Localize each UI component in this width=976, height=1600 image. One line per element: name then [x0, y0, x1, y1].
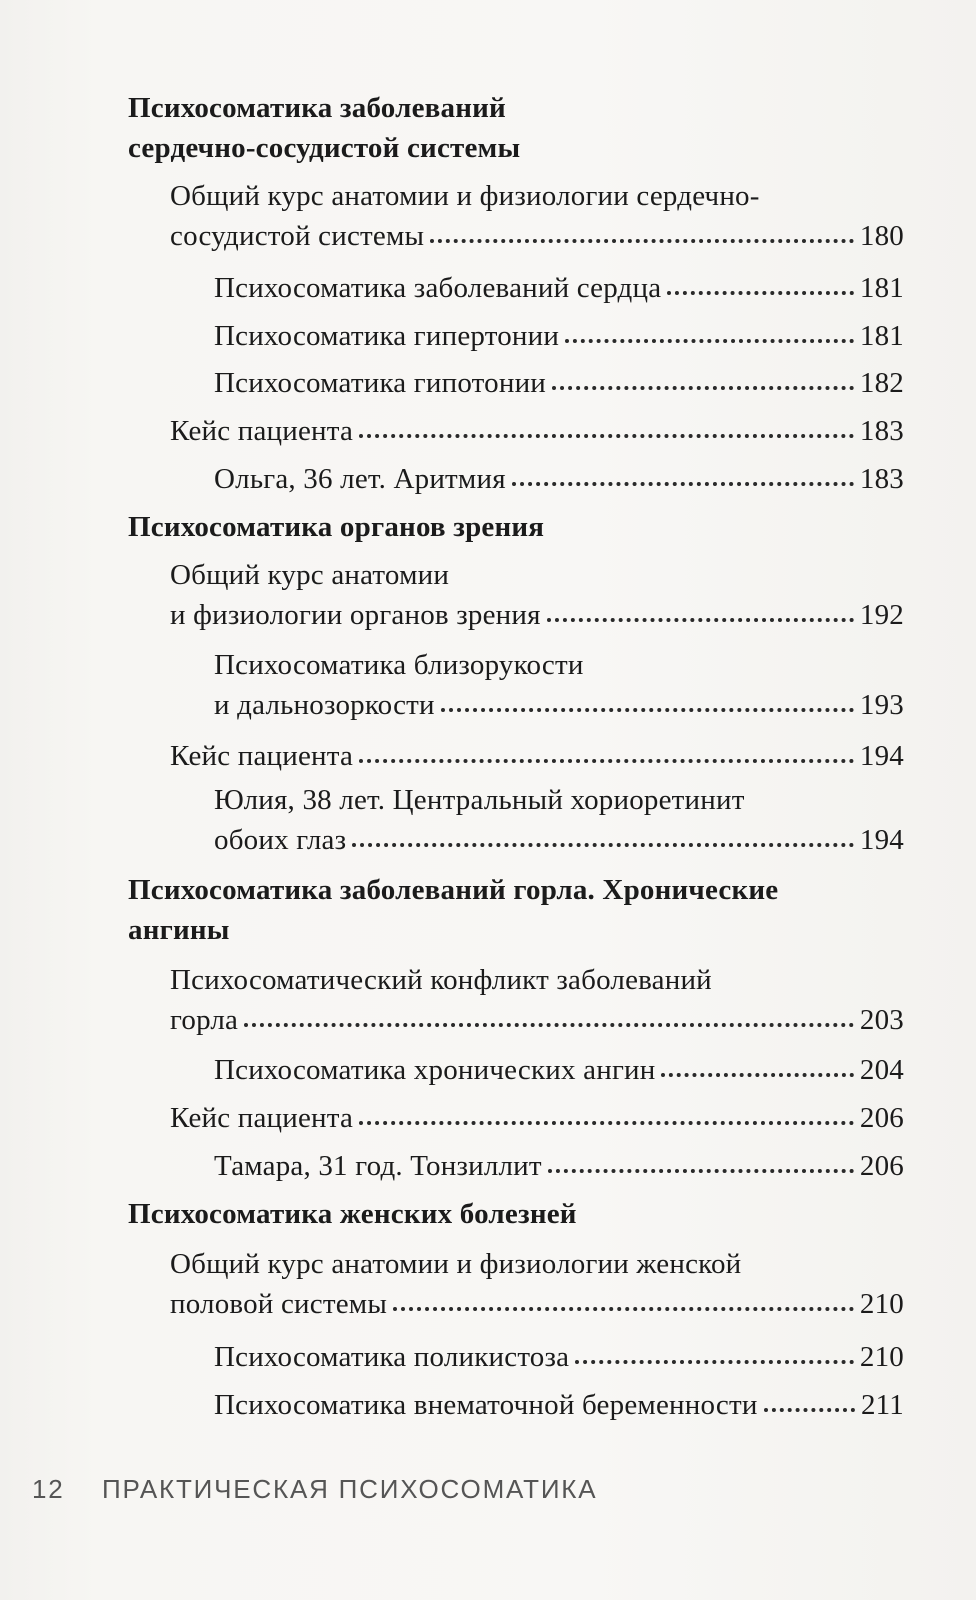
toc-page-number: 181 — [859, 272, 904, 304]
toc-entry-title-line: Психосоматика внематочной беременности — [214, 1389, 758, 1421]
toc-entry[interactable] — [170, 176, 904, 256]
toc-entry-title-line: горла — [170, 1004, 239, 1036]
toc-entry-last-line — [214, 316, 904, 356]
toc-page-number: 204 — [859, 1054, 904, 1086]
toc-entry-last-line — [170, 216, 904, 256]
section-heading — [128, 870, 916, 950]
toc-entry-last-line — [214, 1050, 904, 1090]
dot-leader — [359, 1107, 854, 1127]
toc-page-number: 183 — [859, 415, 904, 447]
section-heading-line: ангины — [128, 914, 230, 946]
toc-entry-title-line: Юлия, 38 лет. Центральный хориоретинит — [214, 784, 745, 816]
toc-entry-title-line: сосудистой системы — [170, 220, 425, 252]
toc-entry[interactable] — [214, 1385, 904, 1425]
toc-entry[interactable] — [170, 736, 904, 776]
dot-leader — [575, 1346, 854, 1366]
toc-entry[interactable] — [214, 316, 904, 356]
section-heading-line: Психосоматика женских болезней — [128, 1198, 577, 1230]
toc-page-number: 211 — [860, 1389, 904, 1421]
dot-leader — [352, 829, 854, 849]
page-number: 12 — [32, 1474, 65, 1504]
toc-entry-title-line: Общий курс анатомии и физиологии женской — [170, 1248, 742, 1280]
dot-leader — [552, 372, 854, 392]
toc-entry[interactable] — [170, 960, 904, 1040]
toc-entry[interactable] — [214, 363, 904, 403]
toc-entry[interactable] — [214, 268, 904, 308]
toc-entry[interactable] — [214, 1146, 904, 1186]
dot-leader — [512, 468, 854, 488]
toc-entry-last-line — [214, 459, 904, 499]
toc-entry-title-line: Кейс пациента — [170, 415, 354, 447]
dot-leader — [764, 1394, 855, 1414]
toc-page-number: 206 — [859, 1150, 904, 1182]
dot-leader — [547, 604, 854, 624]
toc-entry[interactable] — [214, 780, 904, 860]
toc-entry-last-line — [170, 1098, 904, 1138]
toc-entry[interactable] — [214, 459, 904, 499]
toc-page-number: 194 — [859, 824, 904, 856]
section-heading-line: Психосоматика органов зрения — [128, 511, 545, 543]
toc-entry-title-line: Психосоматика заболеваний сердца — [214, 272, 662, 304]
section-heading — [128, 1194, 916, 1234]
toc-entry[interactable] — [214, 1337, 904, 1377]
toc-entry[interactable] — [170, 1098, 904, 1138]
dot-leader — [359, 745, 854, 765]
toc-entry-last-line — [214, 1337, 904, 1377]
toc-entry-title-line: Психосоматика хронических ангин — [214, 1054, 656, 1086]
toc-entry[interactable] — [214, 645, 904, 725]
toc-page-number: 194 — [859, 740, 904, 772]
section-heading-line: Психосоматика заболеваний горла. Хронические — [128, 874, 779, 906]
toc-entry[interactable] — [214, 1050, 904, 1090]
toc-entry-title-line: и физиологии органов зрения — [170, 599, 541, 631]
toc-page-number: 181 — [859, 320, 904, 352]
toc-entry-title-line: Психосоматика поликистоза — [214, 1341, 570, 1373]
toc-entry-title-line: обоих глаз — [214, 824, 347, 856]
toc-entry-last-line — [170, 411, 904, 451]
toc-page-number: 183 — [859, 463, 904, 495]
toc-entry-title-line: Кейс пациента — [170, 740, 354, 772]
toc-entry-title-line: Психосоматика близорукости — [214, 649, 584, 681]
section-heading — [128, 88, 916, 168]
toc-page-number: 182 — [859, 367, 904, 399]
toc-entry-title-line: половой системы — [170, 1288, 388, 1320]
toc-entry-title-line: Психосоматика гипотонии — [214, 367, 547, 399]
dot-leader — [430, 225, 854, 245]
dot-leader — [359, 420, 854, 440]
section-heading-line: сердечно-сосудистой системы — [128, 132, 521, 164]
toc-page-number: 203 — [859, 1004, 904, 1036]
toc-page-number: 180 — [859, 220, 904, 252]
toc-entry[interactable] — [170, 555, 904, 635]
dot-leader — [661, 1059, 853, 1079]
dot-leader — [393, 1293, 854, 1313]
toc-entry-last-line — [214, 1385, 904, 1425]
toc-page-number: 193 — [859, 689, 904, 721]
dot-leader — [441, 694, 854, 714]
toc-entry-last-line — [214, 1146, 904, 1186]
page-footer — [32, 1474, 597, 1505]
toc-entry-last-line — [170, 1284, 904, 1324]
toc-page-number: 206 — [859, 1102, 904, 1134]
section-heading-line: Психосоматика заболеваний — [128, 92, 506, 124]
toc-entry[interactable] — [170, 1244, 904, 1324]
toc-entry-last-line — [214, 268, 904, 308]
toc-entry-title-line: и дальнозоркости — [214, 689, 435, 721]
toc-entry-title-line: Общий курс анатомии и физиологии сердечно- — [170, 180, 760, 212]
dot-leader — [667, 277, 854, 297]
toc-page-number: 210 — [859, 1341, 904, 1373]
toc-entry-title-line: Кейс пациента — [170, 1102, 354, 1134]
dot-leader — [244, 1009, 854, 1029]
toc-entry-title-line: Психосоматика гипертонии — [214, 320, 560, 352]
running-title: ПРАКТИЧЕСКАЯ ПСИХОСОМАТИКА — [102, 1474, 598, 1504]
toc-entry-title-line: Тамара, 31 год. Тонзиллит — [214, 1150, 542, 1182]
toc-entry-title-line: Психосоматический конфликт заболеваний — [170, 964, 712, 996]
toc-entry-title-line: Ольга, 36 лет. Аритмия — [214, 463, 506, 495]
dot-leader — [565, 325, 854, 345]
toc-page-number: 210 — [859, 1288, 904, 1320]
toc-entry[interactable] — [170, 411, 904, 451]
dot-leader — [548, 1155, 854, 1175]
toc-entry-last-line — [170, 595, 904, 635]
toc-entry-last-line — [170, 1000, 904, 1040]
toc-entry-last-line — [214, 685, 904, 725]
toc-entry-title-line: Общий курс анатомии — [170, 559, 450, 591]
toc-entry-last-line — [214, 363, 904, 403]
toc-entry-last-line — [214, 820, 904, 860]
toc-entry-last-line — [170, 736, 904, 776]
toc-page-number: 192 — [859, 599, 904, 631]
section-heading — [128, 507, 916, 547]
